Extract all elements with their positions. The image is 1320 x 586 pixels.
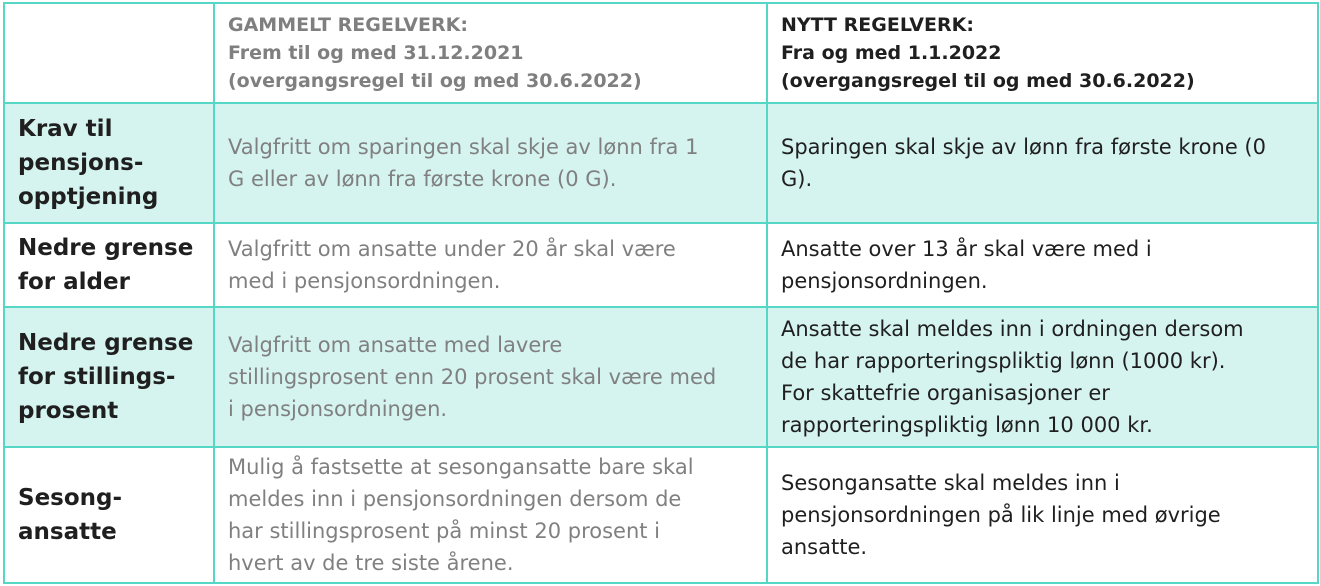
comparison-table [3, 2, 1319, 584]
header-new-title: NYTT REGELVERK: [781, 14, 974, 36]
header-old-transition: (overgangsregel til og med 30.6.2022) [228, 70, 642, 92]
table-row [4, 307, 1318, 447]
old-rule-cell: Mulig å fastsette at sesongansatte bare skal meldes inn i pensjonsordningen dersom de har stillingsprosent på minst 20 prosent i hvert av de tre siste årene. [214, 447, 767, 583]
old-rule-cell: Valgfritt om ansatte med lavere stillingsprosent enn 20 prosent skal være med i pensjonsordningen. [214, 307, 767, 447]
table-row [4, 447, 1318, 583]
header-new-period: Fra og med 1.1.2022 [781, 42, 1002, 64]
header-new-cell [767, 3, 1318, 103]
new-rule-cell: Sparingen skal skje av lønn fra første krone (0 G). [767, 103, 1318, 223]
row-label-opptjening: Krav til pensjons- opptjening [4, 103, 214, 223]
header-row [4, 3, 1318, 103]
row-label-stillingsprosent: Nedre grense for stillings- prosent [4, 307, 214, 447]
new-rule-cell: Ansatte over 13 år skal være med i pensjonsordningen. [767, 223, 1318, 307]
new-rule-cell: Ansatte skal meldes inn i ordningen dersom de har rapporteringspliktig lønn (1000 kr). For skattefrie organisasjoner er rapporteringspliktig lønn 10 000 kr. [767, 307, 1318, 447]
old-rule-cell: Valgfritt om sparingen skal skje av lønn fra 1 G eller av lønn fra første krone (0 G). [214, 103, 767, 223]
header-empty-cell [4, 3, 214, 103]
table-row [4, 223, 1318, 307]
old-rule-cell: Valgfritt om ansatte under 20 år skal være med i pensjonsordningen. [214, 223, 767, 307]
new-rule-cell: Sesongansatte skal meldes inn i pensjonsordningen på lik linje med øvrige ansatte. [767, 447, 1318, 583]
header-old-period: Frem til og med 31.12.2021 [228, 42, 524, 64]
table-row [4, 103, 1318, 223]
header-new-transition: (overgangsregel til og med 30.6.2022) [781, 70, 1195, 92]
header-old-title: GAMMELT REGELVERK: [228, 14, 468, 36]
header-old-cell [214, 3, 767, 103]
row-label-sesongansatte: Sesong- ansatte [4, 447, 214, 583]
row-label-alder: Nedre grense for alder [4, 223, 214, 307]
